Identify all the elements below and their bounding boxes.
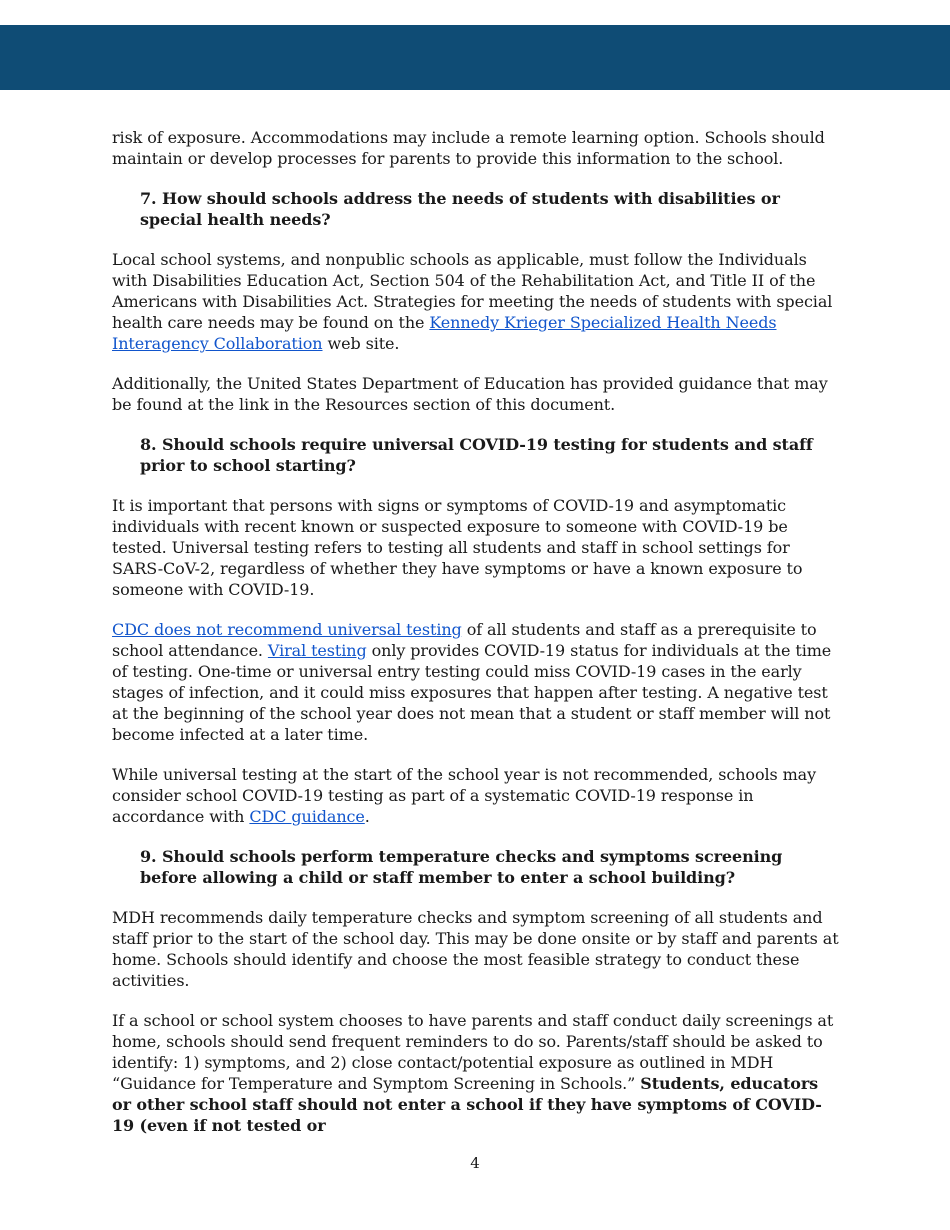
text-span: only provides COVID-19 status for individuals at the time of testing. One-time or universal entry testing could miss COVID-19 cases in the early stages of infection, and it could miss exposures that happen after testing. A negative test at the beginning of the school year does not mean that a student or staff member will not become infected at a later time. <box>112 641 832 744</box>
bold-warning: Students, educators or other school staff should not enter a school if they have symptoms of COVID-19 (even if not tested or <box>112 1074 822 1135</box>
text-span: If a school or school system chooses to have parents and staff conduct daily screenings at home, schools should send frequent reminders to do so. Parents/staff should be asked to identify: 1) symptoms, and 2) close contact/potential exposure as outlined in MDH “Guidance for Temperature and Symptom Screening in Schools.” <box>112 1011 834 1093</box>
header-banner <box>0 25 950 90</box>
document-body <box>112 127 842 1155</box>
text-span: Local school systems, and nonpublic schools as applicable, must follow the Individuals with Disabilities Education Act, Section 504 of the Rehabilitation Act, and Title II of the Americans with Disabilities Act. Strategies for meeting the needs of students with special health care needs may be found on the <box>112 250 833 332</box>
text-span: of all students and staff as a prerequisite to school attendance. <box>112 620 817 660</box>
page-number: 4 <box>470 1154 480 1172</box>
text-span: . <box>364 807 370 826</box>
text-span: web site. <box>322 334 400 353</box>
question-7-heading: 7. How should schools address the needs of students with disabilities or special health needs? <box>140 189 780 229</box>
question-8-heading: 8. Should schools require universal COVID-19 testing for students and staff prior to school starting? <box>140 435 813 475</box>
question-9-heading: 9. Should schools perform temperature checks and symptoms screening before allowing a child or staff member to enter a school building? <box>140 847 783 887</box>
paragraph-home-screening <box>112 1010 842 1136</box>
text-span: While universal testing at the start of the school year is not recommended, schools may consider school COVID-19 testing as part of a systematic COVID-19 response in accordance with <box>112 765 817 826</box>
paragraph-disabilities <box>112 249 842 354</box>
viral-testing-link[interactable]: Viral testing <box>267 641 367 660</box>
kennedy-krieger-link[interactable]: Kennedy Krieger Specialized Health Needs Interagency Collaboration <box>112 313 777 353</box>
cdc-universal-testing-link[interactable]: CDC does not recommend universal testing <box>112 620 462 639</box>
paragraph-accommodations: risk of exposure. Accommodations may include a remote learning option. Schools should maintain or develop processes for parents to provide this information to the school. <box>112 128 825 168</box>
paragraph-mdh-recommendation: MDH recommends daily temperature checks and symptom screening of all students and staff prior to the start of the school day. This may be done onsite or by staff and parents at home. Schools should identify and choose the most feasible strategy to conduct these activities. <box>112 908 839 990</box>
paragraph-education-guidance: Additionally, the United States Department of Education has provided guidance that may be found at the link in the Resources section of this document. <box>112 374 828 414</box>
paragraph-systematic-testing <box>112 764 842 827</box>
paragraph-cdc-testing <box>112 619 842 745</box>
cdc-guidance-link[interactable]: CDC guidance <box>249 807 365 826</box>
paragraph-testing-intro: It is important that persons with signs or symptoms of COVID-19 and asymptomatic individuals with recent known or suspected exposure to someone with COVID-19 be tested. Universal testing refers to testing all students and staff in school settings for SARS-CoV-2, regardless of whether they have symptoms or have a known exposure to someone with COVID-19. <box>112 496 803 599</box>
